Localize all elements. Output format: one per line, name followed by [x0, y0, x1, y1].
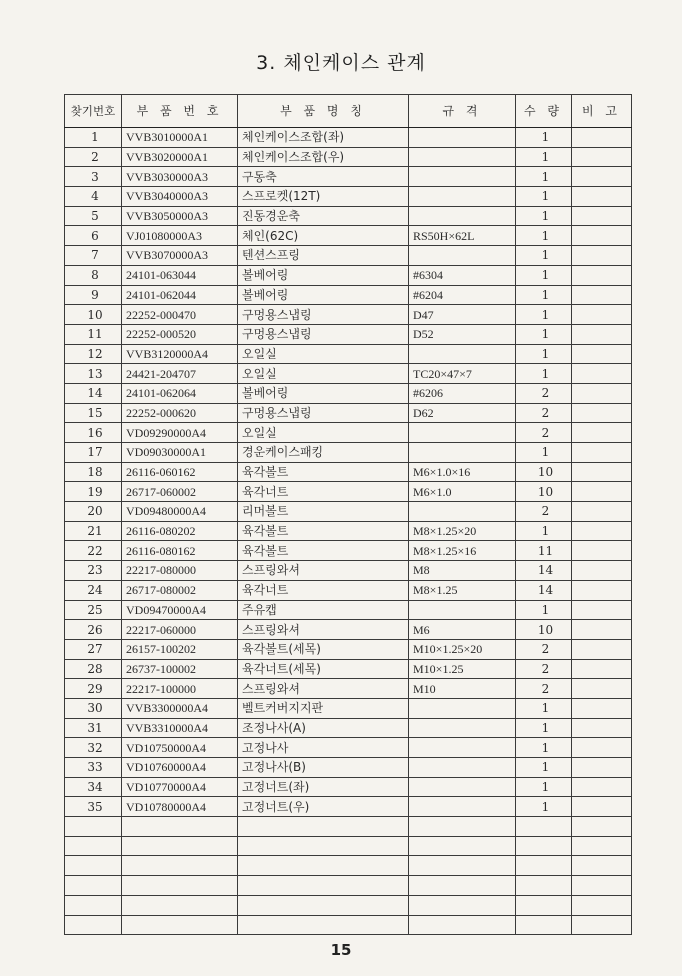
empty-table-row: [65, 856, 632, 876]
empty-cell: [65, 915, 122, 935]
cell-part-number: 22217-100000: [122, 679, 238, 699]
cell-part-number: VVB3040000A3: [122, 187, 238, 207]
table-row: [65, 580, 632, 600]
cell-remarks: [572, 639, 632, 659]
cell-no: 12: [65, 344, 122, 364]
cell-spec: D62: [409, 403, 516, 423]
cell-remarks: [572, 718, 632, 738]
cell-no: 13: [65, 364, 122, 384]
table-row: [65, 265, 632, 285]
cell-spec: [409, 758, 516, 778]
header-qty: 수 량: [516, 95, 572, 128]
cell-part-number: VVB3010000A1: [122, 128, 238, 148]
empty-cell: [238, 895, 409, 915]
cell-remarks: [572, 797, 632, 817]
cell-spec: D52: [409, 324, 516, 344]
cell-part-number: VD10780000A4: [122, 797, 238, 817]
table-row: [65, 718, 632, 738]
cell-qty: 1: [516, 324, 572, 344]
cell-qty: 1: [516, 344, 572, 364]
cell-part-number: 26116-060162: [122, 462, 238, 482]
table-row: [65, 561, 632, 581]
cell-remarks: [572, 364, 632, 384]
cell-part-number: 26717-060002: [122, 482, 238, 502]
cell-no: 7: [65, 246, 122, 266]
cell-remarks: [572, 383, 632, 403]
cell-no: 21: [65, 521, 122, 541]
table-row: [65, 364, 632, 384]
empty-cell: [409, 915, 516, 935]
empty-table-row: [65, 915, 632, 935]
cell-no: 9: [65, 285, 122, 305]
cell-no: 14: [65, 383, 122, 403]
cell-spec: [409, 797, 516, 817]
cell-part-name: 체인(62C): [238, 226, 409, 246]
cell-part-number: VVB3310000A4: [122, 718, 238, 738]
cell-qty: 10: [516, 620, 572, 640]
cell-qty: 1: [516, 443, 572, 463]
cell-part-name: 구멍용스냅링: [238, 403, 409, 423]
cell-no: 25: [65, 600, 122, 620]
cell-no: 30: [65, 698, 122, 718]
cell-no: 1: [65, 128, 122, 148]
cell-part-name: 구멍용스냅링: [238, 324, 409, 344]
cell-remarks: [572, 344, 632, 364]
table-row: [65, 443, 632, 463]
cell-spec: M10: [409, 679, 516, 699]
table-row: [65, 777, 632, 797]
cell-part-number: VD10770000A4: [122, 777, 238, 797]
cell-part-number: 26157-100202: [122, 639, 238, 659]
cell-no: 32: [65, 738, 122, 758]
cell-qty: 1: [516, 797, 572, 817]
cell-spec: [409, 600, 516, 620]
empty-cell: [122, 915, 238, 935]
cell-part-number: 22252-000470: [122, 305, 238, 325]
cell-remarks: [572, 659, 632, 679]
cell-no: 11: [65, 324, 122, 344]
cell-spec: M8: [409, 561, 516, 581]
cell-no: 6: [65, 226, 122, 246]
cell-part-name: 조정나사(A): [238, 718, 409, 738]
empty-cell: [409, 856, 516, 876]
empty-cell: [122, 876, 238, 896]
cell-qty: 1: [516, 206, 572, 226]
empty-cell: [409, 836, 516, 856]
cell-part-number: 22217-080000: [122, 561, 238, 581]
empty-cell: [572, 856, 632, 876]
cell-qty: 1: [516, 226, 572, 246]
table-row: [65, 167, 632, 187]
cell-qty: 10: [516, 462, 572, 482]
cell-part-name: 텐션스프링: [238, 246, 409, 266]
cell-part-name: 고정나사: [238, 738, 409, 758]
header-remarks: 비 고: [572, 95, 632, 128]
empty-cell: [409, 817, 516, 837]
cell-remarks: [572, 403, 632, 423]
empty-table-row: [65, 836, 632, 856]
cell-part-number: VD10760000A4: [122, 758, 238, 778]
cell-qty: 1: [516, 600, 572, 620]
cell-no: 16: [65, 423, 122, 443]
cell-spec: RS50H×62L: [409, 226, 516, 246]
empty-cell: [238, 876, 409, 896]
page-title: 3. 체인케이스 관계: [256, 52, 426, 74]
cell-remarks: [572, 128, 632, 148]
cell-remarks: [572, 521, 632, 541]
empty-cell: [516, 876, 572, 896]
cell-part-name: 체인케이스조합(좌): [238, 128, 409, 148]
cell-part-name: 육각너트(세목): [238, 659, 409, 679]
cell-part-number: VD09290000A4: [122, 423, 238, 443]
empty-cell: [409, 895, 516, 915]
table-row: [65, 423, 632, 443]
table-row: [65, 659, 632, 679]
cell-no: 33: [65, 758, 122, 778]
cell-spec: [409, 206, 516, 226]
cell-remarks: [572, 226, 632, 246]
cell-spec: [409, 738, 516, 758]
cell-qty: 1: [516, 147, 572, 167]
cell-part-name: 육각너트: [238, 580, 409, 600]
cell-part-number: 22217-060000: [122, 620, 238, 640]
cell-remarks: [572, 541, 632, 561]
cell-remarks: [572, 679, 632, 699]
cell-qty: 1: [516, 285, 572, 305]
empty-cell: [572, 895, 632, 915]
cell-qty: 14: [516, 561, 572, 581]
cell-qty: 1: [516, 246, 572, 266]
table-row: [65, 502, 632, 522]
cell-part-number: VD09470000A4: [122, 600, 238, 620]
cell-remarks: [572, 600, 632, 620]
cell-part-name: 스프링와셔: [238, 679, 409, 699]
cell-no: 20: [65, 502, 122, 522]
cell-spec: TC20×47×7: [409, 364, 516, 384]
cell-part-number: VVB3020000A1: [122, 147, 238, 167]
cell-remarks: [572, 758, 632, 778]
cell-part-number: VD09030000A1: [122, 443, 238, 463]
cell-qty: 1: [516, 758, 572, 778]
cell-part-number: VVB3030000A3: [122, 167, 238, 187]
cell-part-number: VD10750000A4: [122, 738, 238, 758]
cell-spec: [409, 147, 516, 167]
cell-part-number: 22252-000520: [122, 324, 238, 344]
cell-qty: 1: [516, 128, 572, 148]
parts-table-body: [65, 128, 632, 935]
parts-table: [64, 94, 632, 935]
table-row: [65, 620, 632, 640]
cell-spec: M6: [409, 620, 516, 640]
cell-part-name: 볼베어링: [238, 285, 409, 305]
cell-no: 27: [65, 639, 122, 659]
empty-cell: [516, 915, 572, 935]
cell-spec: [409, 344, 516, 364]
cell-qty: 2: [516, 659, 572, 679]
table-row: [65, 285, 632, 305]
cell-part-name: 육각너트: [238, 482, 409, 502]
table-row: [65, 482, 632, 502]
cell-remarks: [572, 423, 632, 443]
cell-remarks: [572, 265, 632, 285]
cell-no: 2: [65, 147, 122, 167]
cell-spec: [409, 698, 516, 718]
empty-cell: [65, 895, 122, 915]
cell-spec: [409, 246, 516, 266]
cell-part-name: 오일실: [238, 364, 409, 384]
cell-part-name: 벨트커버지지판: [238, 698, 409, 718]
page-number: 15: [330, 941, 352, 959]
cell-part-number: 26717-080002: [122, 580, 238, 600]
cell-remarks: [572, 285, 632, 305]
cell-spec: M10×1.25: [409, 659, 516, 679]
empty-cell: [409, 876, 516, 896]
cell-remarks: [572, 561, 632, 581]
cell-qty: 1: [516, 265, 572, 285]
cell-part-number: 24101-063044: [122, 265, 238, 285]
cell-spec: [409, 167, 516, 187]
cell-no: 28: [65, 659, 122, 679]
cell-spec: [409, 502, 516, 522]
cell-part-name: 오일실: [238, 423, 409, 443]
cell-no: 19: [65, 482, 122, 502]
table-row: [65, 679, 632, 699]
cell-spec: D47: [409, 305, 516, 325]
cell-part-name: 경운케이스패킹: [238, 443, 409, 463]
cell-part-name: 스프로켓(12T): [238, 187, 409, 207]
table-row: [65, 324, 632, 344]
cell-qty: 2: [516, 502, 572, 522]
table-row: [65, 383, 632, 403]
empty-cell: [516, 836, 572, 856]
cell-part-name: 육각볼트(세목): [238, 639, 409, 659]
cell-part-number: 24421-204707: [122, 364, 238, 384]
empty-cell: [572, 817, 632, 837]
empty-table-row: [65, 895, 632, 915]
table-row: [65, 758, 632, 778]
cell-qty: 11: [516, 541, 572, 561]
cell-spec: [409, 187, 516, 207]
cell-qty: 1: [516, 698, 572, 718]
cell-qty: 2: [516, 403, 572, 423]
table-row: [65, 305, 632, 325]
empty-cell: [238, 915, 409, 935]
cell-no: 15: [65, 403, 122, 423]
empty-cell: [238, 836, 409, 856]
cell-remarks: [572, 147, 632, 167]
cell-spec: [409, 423, 516, 443]
cell-remarks: [572, 167, 632, 187]
cell-no: 23: [65, 561, 122, 581]
table-row: [65, 738, 632, 758]
cell-qty: 1: [516, 364, 572, 384]
cell-spec: M6×1.0: [409, 482, 516, 502]
cell-no: 4: [65, 187, 122, 207]
cell-remarks: [572, 482, 632, 502]
cell-no: 8: [65, 265, 122, 285]
cell-remarks: [572, 305, 632, 325]
cell-part-name: 육각볼트: [238, 521, 409, 541]
empty-table-row: [65, 876, 632, 896]
table-row: [65, 462, 632, 482]
cell-remarks: [572, 462, 632, 482]
cell-remarks: [572, 206, 632, 226]
header-part-number: 부 품 번 호: [122, 95, 238, 128]
cell-no: 29: [65, 679, 122, 699]
empty-cell: [516, 856, 572, 876]
cell-no: 3: [65, 167, 122, 187]
cell-qty: 1: [516, 167, 572, 187]
cell-no: 18: [65, 462, 122, 482]
cell-part-number: VVB3300000A4: [122, 698, 238, 718]
cell-part-number: 24101-062064: [122, 383, 238, 403]
cell-part-name: 리머볼트: [238, 502, 409, 522]
cell-remarks: [572, 738, 632, 758]
header-part-name: 부 품 명 칭: [238, 95, 409, 128]
cell-part-number: 26116-080202: [122, 521, 238, 541]
cell-part-number: 26116-080162: [122, 541, 238, 561]
cell-qty: 1: [516, 521, 572, 541]
table-row: [65, 797, 632, 817]
cell-qty: 2: [516, 639, 572, 659]
cell-no: 24: [65, 580, 122, 600]
empty-cell: [65, 817, 122, 837]
empty-cell: [572, 876, 632, 896]
cell-no: 22: [65, 541, 122, 561]
cell-remarks: [572, 620, 632, 640]
empty-table-row: [65, 817, 632, 837]
cell-part-name: 주유캡: [238, 600, 409, 620]
cell-remarks: [572, 502, 632, 522]
cell-part-number: VJ01080000A3: [122, 226, 238, 246]
cell-qty: 2: [516, 679, 572, 699]
cell-part-name: 볼베어링: [238, 265, 409, 285]
cell-part-name: 오일실: [238, 344, 409, 364]
cell-no: 26: [65, 620, 122, 640]
table-row: [65, 541, 632, 561]
cell-spec: M8×1.25×20: [409, 521, 516, 541]
cell-part-number: VVB3070000A3: [122, 246, 238, 266]
cell-spec: #6206: [409, 383, 516, 403]
cell-part-name: 스프링와셔: [238, 620, 409, 640]
cell-part-name: 진동경운축: [238, 206, 409, 226]
header-no: 찾기번호: [65, 95, 122, 128]
cell-remarks: [572, 698, 632, 718]
cell-remarks: [572, 777, 632, 797]
cell-qty: 14: [516, 580, 572, 600]
empty-cell: [122, 895, 238, 915]
cell-part-name: 볼베어링: [238, 383, 409, 403]
cell-part-name: 고정나사(B): [238, 758, 409, 778]
cell-part-number: 22252-000620: [122, 403, 238, 423]
table-row: [65, 521, 632, 541]
table-row: [65, 600, 632, 620]
cell-spec: M6×1.0×16: [409, 462, 516, 482]
cell-no: 31: [65, 718, 122, 738]
cell-remarks: [572, 246, 632, 266]
cell-spec: [409, 443, 516, 463]
table-row: [65, 147, 632, 167]
cell-spec: [409, 128, 516, 148]
cell-part-name: 구멍용스냅링: [238, 305, 409, 325]
cell-spec: M8×1.25×16: [409, 541, 516, 561]
cell-part-name: 고정너트(좌): [238, 777, 409, 797]
cell-qty: 1: [516, 305, 572, 325]
table-row: [65, 128, 632, 148]
cell-part-number: VD09480000A4: [122, 502, 238, 522]
cell-qty: 1: [516, 718, 572, 738]
table-row: [65, 246, 632, 266]
cell-no: 10: [65, 305, 122, 325]
table-row: [65, 344, 632, 364]
header-spec: 규 격: [409, 95, 516, 128]
cell-part-name: 고정너트(우): [238, 797, 409, 817]
empty-cell: [572, 836, 632, 856]
cell-spec: #6304: [409, 265, 516, 285]
cell-qty: 2: [516, 423, 572, 443]
empty-cell: [122, 856, 238, 876]
cell-no: 35: [65, 797, 122, 817]
table-row: [65, 187, 632, 207]
empty-cell: [65, 836, 122, 856]
cell-remarks: [572, 580, 632, 600]
cell-part-number: VVB3050000A3: [122, 206, 238, 226]
cell-part-name: 스프링와셔: [238, 561, 409, 581]
cell-qty: 1: [516, 777, 572, 797]
empty-cell: [516, 895, 572, 915]
cell-spec: M8×1.25: [409, 580, 516, 600]
cell-no: 34: [65, 777, 122, 797]
table-row: [65, 698, 632, 718]
cell-part-name: 육각볼트: [238, 541, 409, 561]
cell-remarks: [572, 324, 632, 344]
cell-spec: M10×1.25×20: [409, 639, 516, 659]
cell-qty: 1: [516, 187, 572, 207]
empty-cell: [122, 817, 238, 837]
table-row: [65, 639, 632, 659]
cell-spec: [409, 777, 516, 797]
table-row: [65, 403, 632, 423]
empty-cell: [238, 817, 409, 837]
table-header-row: [65, 95, 632, 128]
empty-cell: [238, 856, 409, 876]
cell-qty: 10: [516, 482, 572, 502]
cell-spec: [409, 718, 516, 738]
cell-qty: 1: [516, 738, 572, 758]
cell-remarks: [572, 187, 632, 207]
cell-part-name: 육각볼트: [238, 462, 409, 482]
empty-cell: [65, 876, 122, 896]
cell-spec: #6204: [409, 285, 516, 305]
empty-cell: [572, 915, 632, 935]
cell-part-name: 구동축: [238, 167, 409, 187]
cell-no: 5: [65, 206, 122, 226]
cell-part-name: 체인케이스조합(우): [238, 147, 409, 167]
cell-qty: 2: [516, 383, 572, 403]
empty-cell: [122, 836, 238, 856]
table-row: [65, 226, 632, 246]
table-row: [65, 206, 632, 226]
cell-part-number: VVB3120000A4: [122, 344, 238, 364]
empty-cell: [65, 856, 122, 876]
empty-cell: [516, 817, 572, 837]
cell-remarks: [572, 443, 632, 463]
cell-no: 17: [65, 443, 122, 463]
cell-part-number: 24101-062044: [122, 285, 238, 305]
cell-part-number: 26737-100002: [122, 659, 238, 679]
